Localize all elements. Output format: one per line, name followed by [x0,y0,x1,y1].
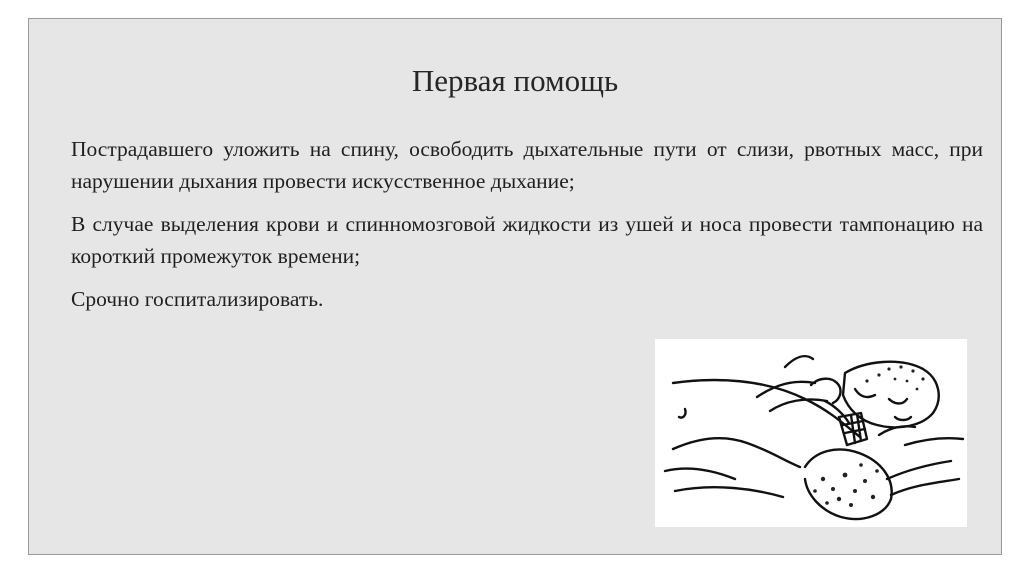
slide-title: Первая помощь [411,63,619,98]
first-aid-illustration [655,339,967,527]
paragraph-hospitalize: Срочно госпитализировать. [71,287,324,311]
slide-body [71,133,983,326]
paragraph-tamponade: В случае выделения крови и спинномозговой жидкости из ушей и носа провести тампонацию на короткий промежуток времени; [71,212,983,268]
mouth-clearing-drawing [655,339,967,527]
slide-frame [28,18,1002,555]
paragraph-clear-airway: Пострадавшего уложить на спину, освободить дыхательные пути от слизи, рвотных масс, при нарушении дыхания провести искусственное дыхание; [71,137,983,193]
